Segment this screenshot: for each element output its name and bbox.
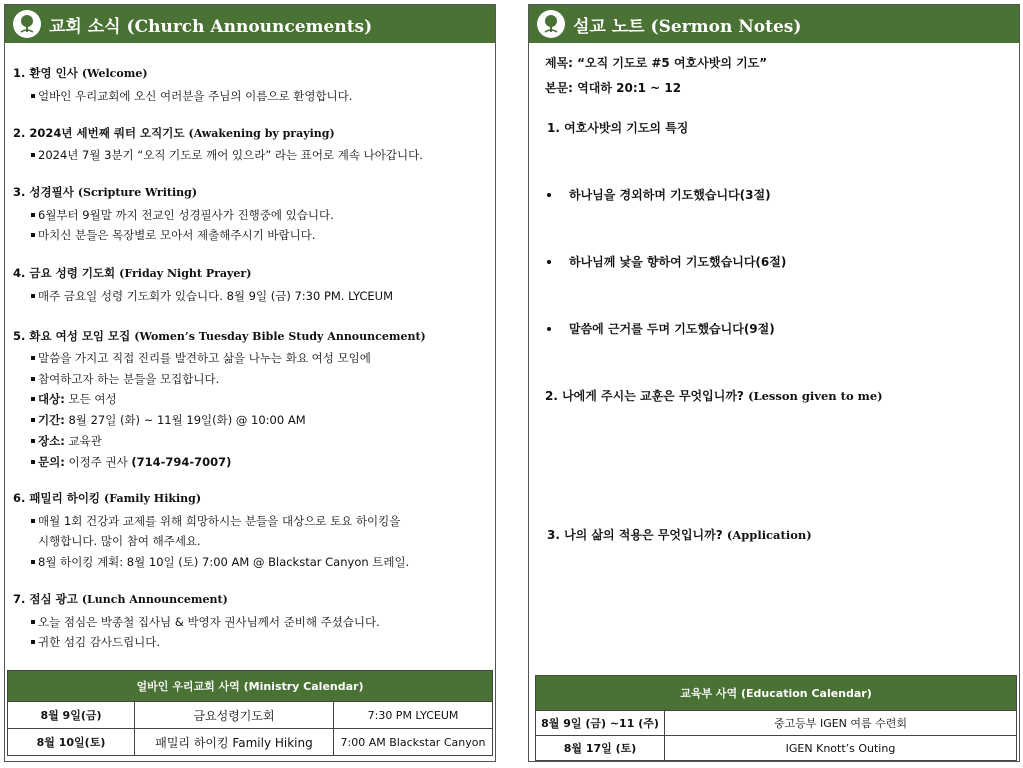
bullet-icon <box>31 397 35 401</box>
calendar-event: 중고등부 IGEN 여름 수련회 <box>665 711 1017 736</box>
bullet-icon <box>31 418 35 422</box>
list-item: 말씀을 가지고 직접 진리를 발견하고 삶을 나누는 화요 여성 모임에 <box>31 350 371 366</box>
list-item: 8월 하이킹 계획: 8월 10일 (토) 7:00 AM @ Blackstar Canyon 트레일. <box>31 554 409 570</box>
bullet-icon <box>547 327 551 331</box>
section-title-praying: 2. 2024년 세번째 쿼터 오직기도 (Awakening by praying) <box>13 126 335 140</box>
sermon-notes-header <box>529 5 1019 43</box>
bullet-icon <box>31 94 35 98</box>
bullet-icon <box>31 620 35 624</box>
bullet-icon <box>31 153 35 157</box>
sermon-bullet: 하나님께 낯을 향하여 기도했습니다(6절) <box>547 253 786 270</box>
bullet-icon <box>31 439 35 443</box>
bullet-icon <box>31 213 35 217</box>
bullet-icon <box>31 640 35 644</box>
sermon-passage: 본문: 역대하 20:1 ~ 12 <box>545 81 682 95</box>
list-item: 오늘 점심은 박종철 집사님 & 박영자 권사님께서 준비해 주셨습니다. <box>31 614 380 630</box>
church-tree-logo-icon <box>537 10 565 38</box>
list-item: 장소: 교육관 <box>31 433 102 449</box>
bullet-icon <box>31 519 35 523</box>
calendar-date: 8월 17일 (토) <box>536 736 665 761</box>
sermon-point-3: 3. 나의 삶의 적용은 무엇입니까? (Application) <box>547 528 812 542</box>
education-calendar-title: 교육부 사역 (Education Calendar) <box>536 676 1017 711</box>
section-title-scripture: 3. 성경필사 (Scripture Writing) <box>13 185 198 199</box>
sermon-bullet: 말씀에 근거를 두며 기도했습니다(9절) <box>547 320 775 337</box>
list-item: 기간: 8월 27일 (화) ~ 11월 19일(화) @ 10:00 AM <box>31 412 306 428</box>
bullet-icon <box>31 356 35 360</box>
section-title-lunch: 7. 점심 광고 (Lunch Announcement) <box>13 592 228 606</box>
calendar-event: 금요성령기도회 <box>135 702 334 729</box>
list-item: 참여하고자 하는 분들을 모집합니다. <box>31 371 219 387</box>
list-item: 얼바인 우리교회에 오신 여러분을 주님의 이름으로 환영합니다. <box>31 88 352 104</box>
list-item: 2024년 7월 3분기 “오직 기도로 깨어 있으라” 라는 표어로 계속 나아갑니다. <box>31 147 423 163</box>
calendar-event: IGEN Knott’s Outing <box>665 736 1017 761</box>
section-title-family-hiking: 6. 패밀리 하이킹 (Family Hiking) <box>13 491 202 505</box>
bullet-icon <box>31 560 35 564</box>
list-item: 문의: 이정주 권사 (714-794-7007) <box>31 454 231 470</box>
ministry-calendar-title: 얼바인 우리교회 사역 (Ministry Calendar) <box>8 671 493 702</box>
table-row <box>536 736 1017 761</box>
bullet-icon <box>31 294 35 298</box>
announcements-panel <box>4 4 496 762</box>
bullet-icon <box>547 260 551 264</box>
table-row <box>536 711 1017 736</box>
section-title-welcome: 1. 환영 인사 (Welcome) <box>13 66 148 80</box>
calendar-date: 8월 10일(토) <box>8 729 135 756</box>
section-title-womens-study: 5. 화요 여성 모임 모집 (Women’s Tuesday Bible Study Announcement) <box>13 329 426 343</box>
list-item: 매주 금요일 성령 기도회가 있습니다. 8월 9일 (금) 7:30 PM. LYCEUM <box>31 288 393 304</box>
sermon-notes-panel <box>528 4 1020 762</box>
calendar-date: 8월 9일 (금) ~11 (주) <box>536 711 665 736</box>
announcements-header <box>5 5 495 43</box>
list-item: 귀한 섬김 감사드립니다. <box>31 634 160 650</box>
calendar-event: 패밀리 하이킹 Family Hiking <box>135 729 334 756</box>
list-item: 매월 1회 건강과 교제를 위해 희망하시는 분들을 대상으로 토요 하이킹을 <box>31 513 400 529</box>
bullet-icon <box>547 193 551 197</box>
sermon-point-2: 2. 나에게 주시는 교훈은 무엇입니까? (Lesson given to me) <box>545 389 883 403</box>
bullet-icon <box>31 460 35 464</box>
church-tree-logo-icon <box>13 10 41 38</box>
table-row <box>8 702 493 729</box>
sermon-bullet: 하나님을 경외하며 기도했습니다(3절) <box>547 186 771 203</box>
bullet-icon <box>31 377 35 381</box>
list-item: 대상: 모든 여성 <box>31 391 117 407</box>
bullet-icon <box>31 233 35 237</box>
announcements-title: 교회 소식 (Church Announcements) <box>49 16 373 37</box>
education-calendar-table <box>535 675 1017 761</box>
section-title-friday-prayer: 4. 금요 성령 기도회 (Friday Night Prayer) <box>13 266 252 280</box>
ministry-calendar-table <box>7 670 493 756</box>
sermon-title: 제목: “오직 기도로 #5 여호사밧의 기도” <box>545 56 768 70</box>
sermon-point-1: 1. 여호사밧의 기도의 특징 <box>547 121 689 135</box>
sermon-notes-title: 설교 노트 (Sermon Notes) <box>573 16 802 37</box>
list-item: 6월부터 9월말 까지 전교인 성경필사가 진행중에 있습니다. <box>31 207 334 223</box>
list-item: 시행합니다. 많이 참여 해주세요. <box>38 534 201 548</box>
calendar-time: 7:30 PM LYCEUM <box>334 702 493 729</box>
table-row <box>8 729 493 756</box>
calendar-date: 8월 9일(금) <box>8 702 135 729</box>
list-item: 마치신 분들은 목장별로 모아서 제출해주시기 바랍니다. <box>31 227 315 243</box>
calendar-time: 7:00 AM Blackstar Canyon <box>334 729 493 756</box>
